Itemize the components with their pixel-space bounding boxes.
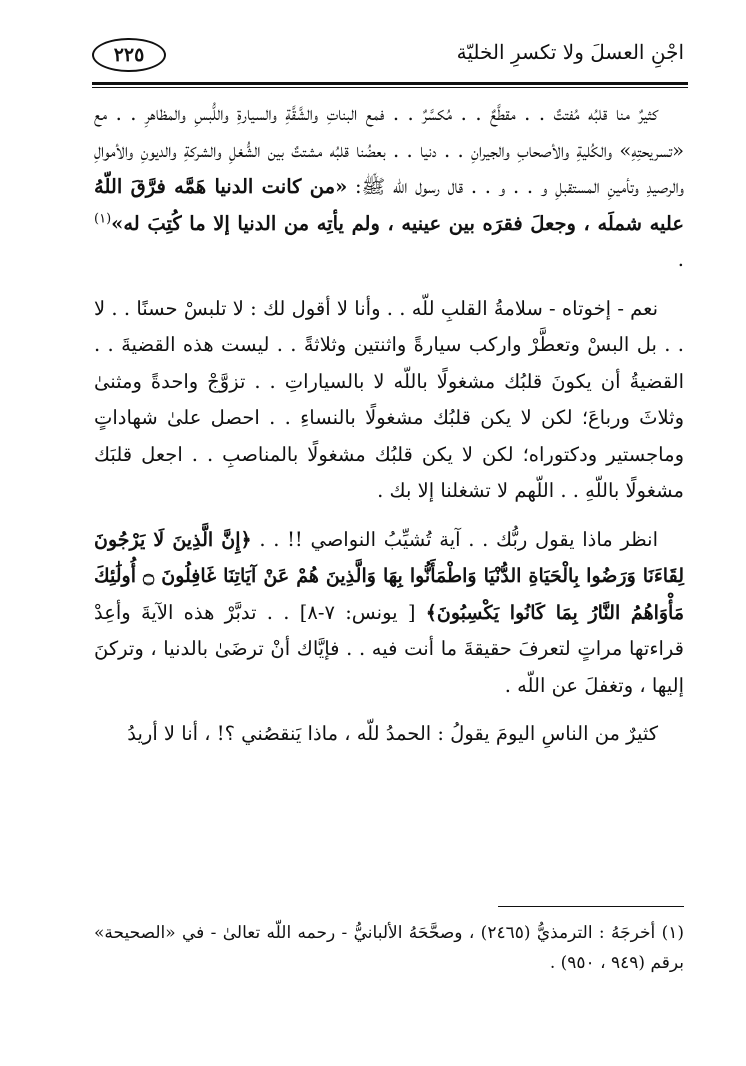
running-title: اجْنِ العسلَ ولا تكسرِ الخليّة xyxy=(456,40,684,64)
paragraph-2: نعم - إخوتاه - سلامةُ القلبِ للّه . . وأنا لا أقول لك : لا تلبسْ حسنًا . . لا . . بل البسْ وتعطَّرْ واركب سيارةً واثنتين وثلاثةً . . ليست هذه القضيةَ . . القضيةُ أن يكونَ قلبُك مشغولًا باللّه لا بالسياراتِ . . تزوَّجْ واحدةً ومثنىٰ وثلاثَ ورباعَ؛ لكن لا يكن قلبُك مشغولًا بالنساءِ . . احصل علىٰ شهاداتٍ وماجستير ودكتوراه؛ لكن لا يكن قلبُك مشغولًا بالمناصبِ . . اجعل قلبَك مشغولًا باللّهِ . . اللّهم لا تشغلنا إلا بك . xyxy=(94,296,684,502)
hadith-quote: «من كانت الدنيا هَمَّه فرَّقَ اللّهُ عليه شملَه ، وجعلَ فقرَه بين عينيه ، ولم يأتِه من الدنيا إلا ما كُتِبَ له» xyxy=(94,175,684,235)
page-number: ٢٢٥ xyxy=(113,44,145,66)
paragraph-3-intro: انظر ماذا يقول ربُّك . . آية تُشيِّبُ النواصي !! . . xyxy=(259,527,659,551)
paragraph-3 xyxy=(94,522,684,705)
main-text xyxy=(94,96,684,753)
paragraph-1 xyxy=(94,96,684,279)
header-rule-thin xyxy=(92,87,688,88)
paragraph-1-end: . xyxy=(677,248,684,271)
quran-verse: ﴿إِنَّ الَّذِينَ لَا يَرْجُونَ لِقَاءَنَا وَرَضُوا بِالْحَيَاةِ الدُّنْيَا وَاطْمَأَنُّوا بِهَا وَالَّذِينَ هُمْ عَنْ آيَاتِنَا غَافِلُونَ ۝ أُولَٰئِكَ مَأْوَاهُمُ النَّارُ بِمَا كَانُوا يَكْسِبُونَ﴾ xyxy=(94,528,685,624)
header-rule xyxy=(92,82,688,85)
footnote-1: (١) أخرجَهُ : الترمذيُّ (٢٤٦٥) ، وصحَّحَهُ الألبانيُّ - رحمه اللّه تعالىٰ - في «الصحيحة» برقم (٩٤٩ ، ٩٥٠) . xyxy=(94,923,684,973)
paragraph-4: كثيرٌ من الناسِ اليومَ يقولُ : الحمدُ للّه ، ماذا يَنقصُني ؟! ، أنا لا أريدُ xyxy=(127,722,658,745)
verse-citation: [ يونس: ٧-٨] . xyxy=(283,600,416,624)
paragraph-1-intro: كثيرٌ منا قلبُه مُفتتٌ . . مقطَّعٌ . . مُكسَّرٌ . . فمع البناتِ والشَّقَّةِ والسيارةِ واللُّبسِ والمظاهرِ . . مع «تسريحتِهِ» والكُليةِ والأصحابِ والجيرانِ . . دنيا . . بعضُنا قلبُه مشتتٌ بين الشُّغلِ والشركةِ والديونِ والأموالِ والرصيدِ وتأمينِ المستقبلِ و . . و . . قال رسول اللّه ﷺ: xyxy=(94,102,685,198)
footnote-ref[interactable]: (١) xyxy=(94,211,112,226)
paragraph-3-end: . تدبَّرْ هذه الآيةَ وأعِدْ قراءتها مراتٍ لتعرفَ حقيقةَ ما أنت فيه . . فإيَّاك أنْ ترضَىٰ بالدنيا ، وتركنَ إليها ، وتغفلَ عن اللّه . xyxy=(94,600,684,697)
page-header xyxy=(92,34,684,82)
footnote-separator xyxy=(498,906,684,907)
page-number-badge xyxy=(92,38,166,72)
